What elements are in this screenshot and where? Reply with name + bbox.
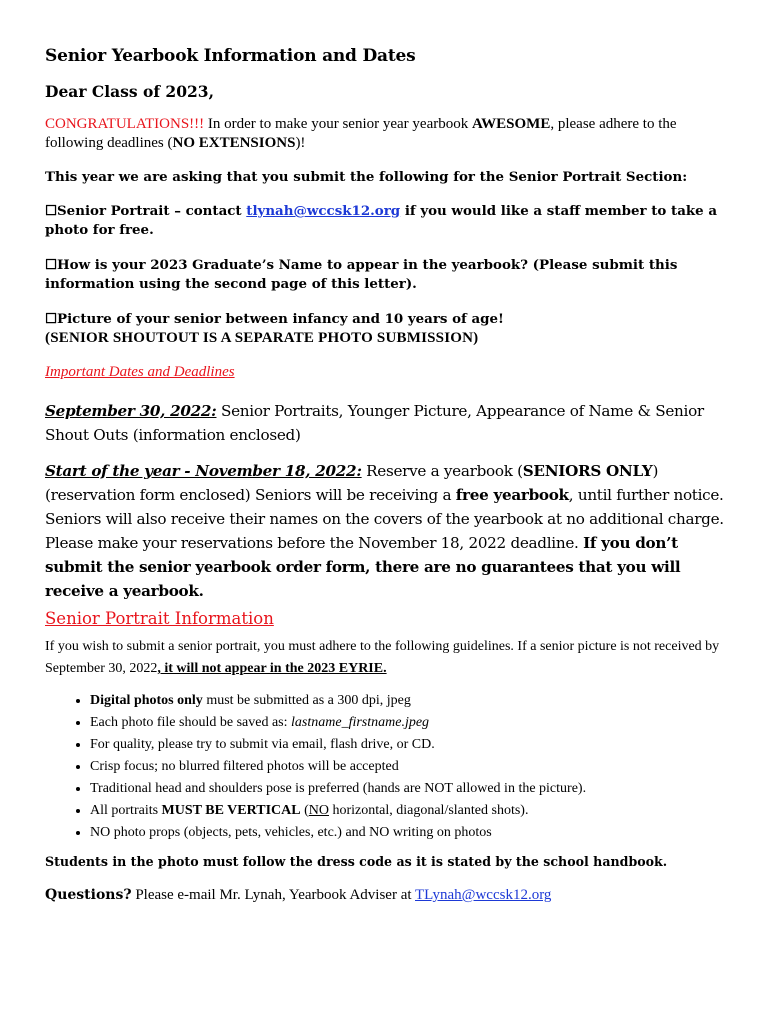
checkbox-icon[interactable]: ☐ [45,257,58,273]
list-item [90,800,730,822]
list-item [90,778,730,800]
greeting: Dear Class of 2023, [45,82,214,101]
list-item [90,756,730,778]
checklist-item-baby-picture [45,310,730,348]
guideline-text: Each photo file should be saved as: [90,715,292,730]
checkbox-icon[interactable]: ☐ [45,203,58,219]
order-form-warning: If you don’t submit the senior yearbook order form, there are no guarantees that you will receive a yearbook. [45,534,681,600]
portrait-intro [45,636,730,680]
awesome-text: AWESOME [471,116,551,132]
guideline-text: Traditional head and shoulders pose is preferred (hands are NOT allowed in the picture). [90,781,587,796]
portrait-info-heading: Senior Portrait Information [45,609,274,628]
guideline-text: Crisp focus; no blurred filtered photos will be accepted [90,759,399,774]
list-item [90,822,730,844]
guideline-no: NO [308,803,329,818]
page-title: Senior Yearbook Information and Dates [45,46,416,66]
filename-format: lastname_firstname.jpeg [291,715,430,730]
deadline-text: Reserve a yearbook ( [361,462,523,480]
guidelines-list [45,690,730,844]
guideline-text: horizontal, diagonal/slanted shots). [328,803,529,818]
intro-text-3: )! [295,135,306,151]
important-dates-heading: Important Dates and Deadlines [45,364,235,380]
contact-footer [45,887,730,904]
list-item [90,734,730,756]
guideline-text: must be submitted as a 300 dpi, jpeg [202,693,411,708]
item-text: Senior Portrait – contact [57,203,247,219]
guideline-text: NO photo props (objects, pets, vehicles, etc.) and NO writing on photos [90,825,492,840]
deadline-label: September 30, 2022: [45,402,217,420]
item-text: if you would like a staff member to take a photo for free. [45,203,718,238]
portrait-warning: , it will not appear in the 2023 EYRIE. [157,661,387,676]
intro-paragraph [45,115,730,153]
staff-email-link[interactable]: tlynah@wccsk12.org [246,203,401,219]
checklist-item-name [45,256,730,294]
dress-code-note: Students in the photo must follow the dress code as it is stated by the school handbook. [45,854,668,869]
deadline-text: ) (reservation form enclosed) Seniors will be receiving a [45,462,659,504]
guideline-text: All portraits [90,803,162,818]
checklist-item-portrait [45,202,730,240]
guideline-text: For quality, please try to submit via email, flash drive, or CD. [90,737,435,752]
item-text: How is your 2023 Graduate’s Name to appear in the yearbook? (Please submit this information using the second page of this letter). [45,257,678,292]
deadline-text: , until further notice. Seniors will also receive their names on the covers of the yearbook at no additional charge. Please make your reservations before the November 18, 2022 deadline. [45,486,724,552]
questions-label: Questions? [45,887,132,903]
free-yearbook-text: free yearbook [455,486,569,504]
ask-line: This year we are asking that you submit the following for the Senior Portrait Section: [45,169,688,185]
portrait-intro-text: If you wish to submit a senior portrait, you must adhere to the following guidelines. If a senior picture is not received by September 30, 2022 [45,639,720,676]
shoutout-note: (SENIOR SHOUTOUT IS A SEPARATE PHOTO SUBMISSION) [45,330,479,346]
seniors-only-text: SENIORS ONLY [522,462,653,480]
footer-text: Please e-mail Mr. Lynah, Yearbook Adviser at [131,887,415,903]
list-item [90,690,730,712]
no-extensions-text: NO EXTENSIONS [172,135,296,151]
intro-text-2: , please adhere to the following deadlines ( [45,116,677,151]
deadline-november [45,459,730,603]
deadline-september [45,399,730,447]
congratulations-text: CONGRATULATIONS!!! [45,116,205,132]
list-item [90,712,730,734]
adviser-email-link[interactable]: TLynah@wccsk12.org [415,887,552,903]
checkbox-icon[interactable]: ☐ [45,311,58,327]
intro-text-1: In order to make your senior year yearbook [204,116,472,132]
deadline-text: Senior Portraits, Younger Picture, Appearance of Name & Senior Shout Outs (information enclosed) [45,402,704,444]
item-text: Picture of your senior between infancy and 10 years of age! [57,311,504,327]
deadline-label: Start of the year - November 18, 2022: [45,462,362,480]
guideline-text: ( [300,803,309,818]
letter-page [45,46,730,904]
guideline-bold: Digital photos only [90,693,203,708]
guideline-bold: MUST BE VERTICAL [161,803,301,818]
